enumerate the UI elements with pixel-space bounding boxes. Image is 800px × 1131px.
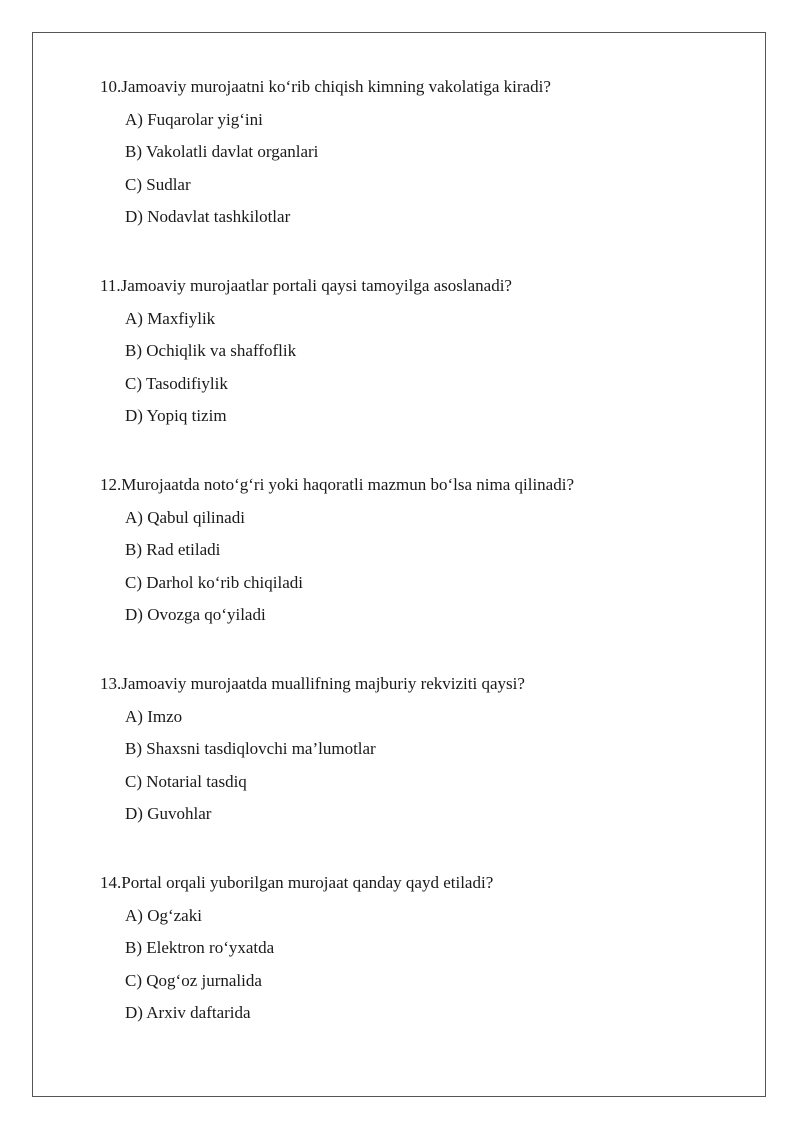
option-d: D) Ovozga qo‘yiladi	[125, 605, 266, 624]
option-c: C) Darhol ko‘rib chiqiladi	[125, 572, 303, 592]
option-d: D) Arxiv daftarida	[125, 1003, 251, 1022]
option-d: D) Guvohlar	[125, 804, 212, 823]
question-text: 12.Murojaatda noto‘g‘ri yoki haqoratli mazmun bo‘lsa nima qilinadi?	[100, 475, 574, 494]
option-a: A) Maxfiylik	[125, 308, 216, 328]
option-a: A) Qabul qilinadi	[125, 507, 245, 527]
question-14	[100, 870, 740, 1026]
option-b: B) Vakolatli davlat organlari	[125, 142, 319, 161]
option-c: C) Notarial tasdiq	[125, 771, 247, 791]
question-10	[100, 74, 740, 230]
option-b: B) Rad etiladi	[125, 540, 221, 559]
question-13	[100, 671, 740, 827]
option-b: B) Ochiqlik va shaffoflik	[125, 341, 297, 360]
option-d: D) Nodavlat tashkilotlar	[125, 207, 291, 226]
question-12	[100, 472, 740, 628]
option-b: B) Elektron ro‘yxatda	[125, 938, 275, 957]
option-a: A) Fuqarolar yig‘ini	[125, 109, 263, 129]
question-text: 13.Jamoaviy murojaatda muallifning majburiy rekviziti qaysi?	[100, 674, 525, 693]
option-b: B) Shaxsni tasdiqlovchi ma’lumotlar	[125, 739, 376, 758]
option-c: C) Sudlar	[125, 174, 191, 194]
question-list	[100, 74, 740, 1026]
question-text: 14.Portal orqali yuborilgan murojaat qanday qayd etiladi?	[100, 873, 494, 892]
option-a: A) Imzo	[125, 706, 183, 726]
question-11	[100, 273, 740, 429]
option-d: D) Yopiq tizim	[125, 406, 227, 425]
question-text: 11.Jamoaviy murojaatlar portali qaysi tamoyilga asoslanadi?	[100, 276, 512, 295]
option-c: C) Tasodifiylik	[125, 373, 228, 393]
question-text: 10.Jamoaviy murojaatni ko‘rib chiqish kimning vakolatiga kiradi?	[100, 77, 551, 96]
option-c: C) Qog‘oz jurnalida	[125, 970, 262, 990]
option-a: A) Og‘zaki	[125, 905, 202, 925]
